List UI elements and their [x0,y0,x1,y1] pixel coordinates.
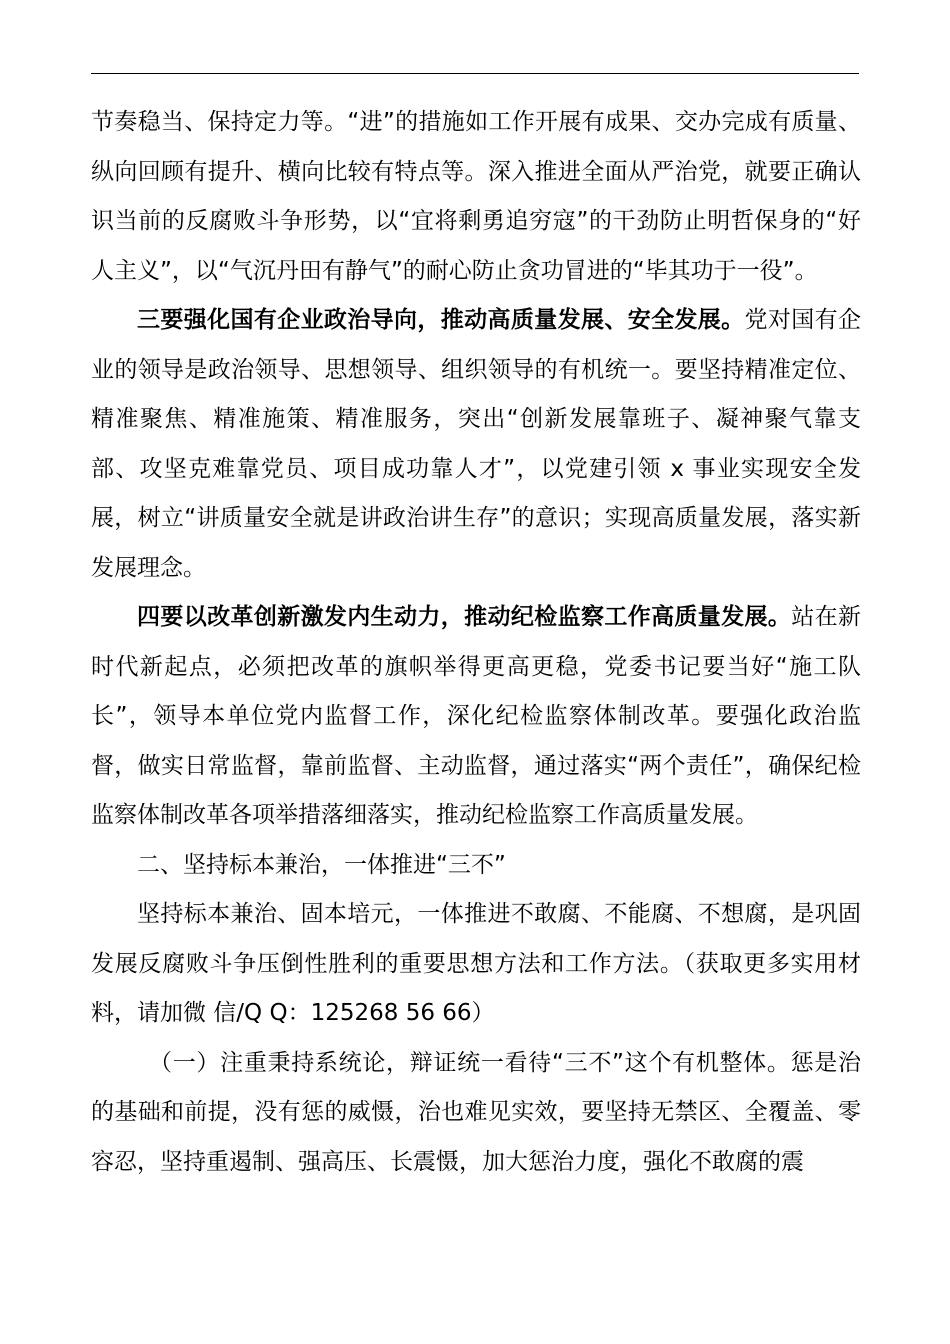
paragraph-continuation: 节奏稳当、保持定力等。“进”的措施如工作开展有成果、交办完成有质量、纵向回顾有提升、横向比较有特点等。深入推进全面从严治党，就要正确认识当前的反腐败斗争形势，以“宜将剩勇追穷寇”的干劲防止明哲保身的“好人主义”，以“气沉丹田有静气”的耐心防止贪功冒进的“毕其功于一役”。 [91,109,861,284]
paragraph-section-intro: 坚持标本兼治、固本培元，一体推进不敢腐、不能腐、不想腐，是巩固发展反腐败斗争压倒性胜利的重要思想方法和工作方法。（获取更多实用材料，请加微 信/Q Q：125268 56 66） [91,901,861,1026]
paragraph-body: 党对国有企业的领导是政治领导、思想领导、组织领导的有机统一。要坚持精准定位、精准聚焦、精准施策、精准服务，突出“创新发展靠班子、凝神聚气靠支部、攻坚克难靠党员、项目成功靠人才”，以党建引领 x 事业实现安全发展，树立“讲质量安全就是讲政治讲生存”的意识；实现高质量发展，落实新发展理念。 [91,307,862,581]
paragraph-subpoint-one: （一）注重秉持系统论，辩证统一看待“三不”这个有机整体。惩是治的基础和前提，没有惩的威慑，治也难见实效，要坚持无禁区、全覆盖、零容忍，坚持重遏制、强高压、长震慑，加大惩治力度，强化不敢腐的震 [91,1049,861,1175]
paragraph-third-point [91,296,861,593]
section-title: 二、坚持标本兼治，一体推进“三不” [137,851,506,878]
header-rule [91,73,859,74]
paragraph-heading-bold: 四要以改革创新激发内生动力，推动纪检监察工作高质量发展。 [137,604,792,630]
paragraph-body: 站在新时代新起点，必须把改革的旗帜举得更高更稳，党委书记要当好“施工队长”，领导本单位党内监督工作，深化纪检监察体制改革。要强化政治监督，做实日常监督，靠前监督、主动监督，通过落实“两个责任”，确保纪检监察体制改革各项举措落细落实，推动纪检监察工作高质量发展。 [91,604,862,828]
document-body [91,98,861,1187]
paragraph-fourth-point [91,593,861,841]
paragraph-heading-bold: 三要强化国有企业政治导向，推动高质量发展、安全发展。 [137,307,745,333]
